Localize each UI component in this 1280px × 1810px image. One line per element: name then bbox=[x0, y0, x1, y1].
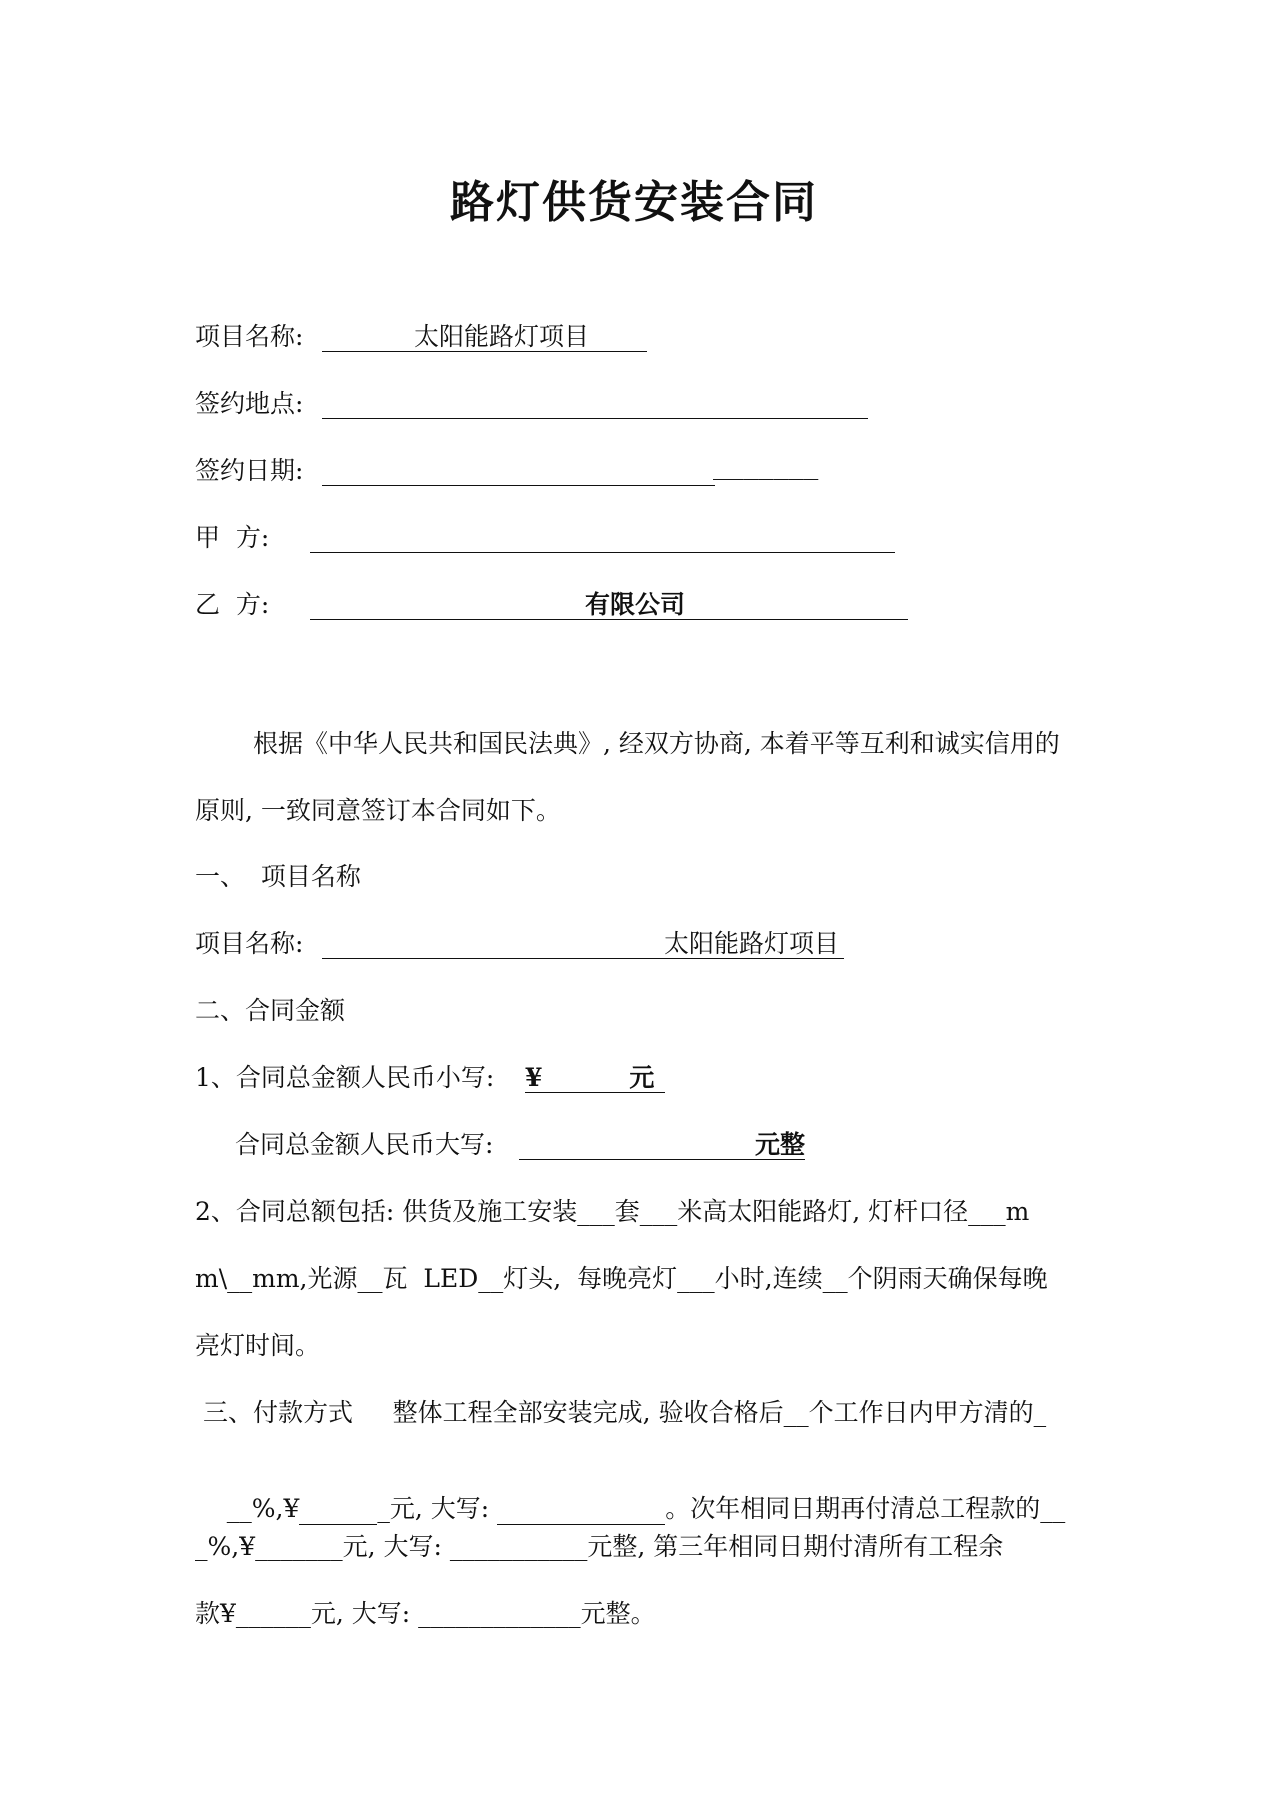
amount-small-field[interactable] bbox=[525, 1058, 665, 1093]
project-name-field[interactable] bbox=[322, 317, 647, 352]
payment-line-2-mid: _元, 大写: bbox=[377, 1494, 490, 1523]
document-title: 路灯供货安装合同 bbox=[450, 177, 818, 228]
section-1-project-name-value: 太阳能路灯项目 bbox=[664, 929, 840, 958]
signing-date-suffix: _______ bbox=[713, 451, 819, 480]
payment-line-4: 款¥______元, 大写: _____________元整。 bbox=[195, 1599, 656, 1628]
payment-line-3: _%,¥_______元, 大写: ___________元整, 第三年相同日期付清所有工程余 bbox=[195, 1532, 1004, 1561]
amount-large-label: 合同总金额人民币大写: bbox=[235, 1130, 494, 1159]
amount-large-value: 元整 bbox=[755, 1130, 806, 1159]
signing-place-field[interactable] bbox=[322, 384, 868, 419]
section-2-heading: 二、合同金额 bbox=[195, 996, 346, 1025]
amount-large-field[interactable] bbox=[519, 1125, 805, 1160]
includes-line-1: 2、合同总额包括: 供货及施工安装___套___米高太阳能路灯, 灯杆口径___m bbox=[195, 1197, 1030, 1226]
amount-small-label: 1、合同总金额人民币小写: bbox=[195, 1063, 495, 1092]
party-b-value: 有限公司 bbox=[585, 590, 686, 619]
payment-amount-blank[interactable] bbox=[299, 1494, 377, 1525]
party-a-field[interactable] bbox=[310, 518, 895, 553]
payment-line-2-end: 。次年相同日期再付清总工程款的__ bbox=[665, 1494, 1066, 1523]
intro-line-2: 原则, 一致同意签订本合同如下。 bbox=[195, 796, 561, 825]
section-1-heading: 一、 项目名称 bbox=[195, 862, 361, 891]
project-name-label: 项目名称: bbox=[195, 322, 304, 351]
includes-line-2: m\__mm,光源__瓦 LED__灯头, 每晚亮灯___小时,连续__个阴雨天确保每晚 bbox=[195, 1264, 1048, 1293]
signing-date-label: 签约日期: bbox=[195, 456, 304, 485]
includes-line-3: 亮灯时间。 bbox=[195, 1331, 321, 1360]
party-b-field[interactable] bbox=[310, 585, 908, 620]
signing-date-field[interactable] bbox=[322, 451, 715, 486]
party-b-label: 乙 方: bbox=[195, 590, 270, 619]
party-a-label: 甲 方: bbox=[195, 523, 270, 552]
amount-small-value: ¥ 元 bbox=[525, 1063, 655, 1092]
project-name-value: 太阳能路灯项目 bbox=[414, 322, 590, 351]
section-1-project-name-field[interactable] bbox=[322, 924, 844, 959]
payment-line-1: 三、付款方式 整体工程全部安装完成, 验收合格后__个工作日内甲方清的_ bbox=[195, 1398, 1047, 1427]
payment-words-blank[interactable] bbox=[497, 1494, 665, 1525]
section-1-project-name-label: 项目名称: bbox=[195, 929, 304, 958]
payment-line-2-start: __%,¥ bbox=[226, 1494, 300, 1523]
signing-place-label: 签约地点: bbox=[195, 389, 304, 418]
intro-line-1: 根据《中华人民共和国民法典》, 经双方协商, 本着平等互利和诚实信用的 bbox=[253, 729, 1060, 758]
